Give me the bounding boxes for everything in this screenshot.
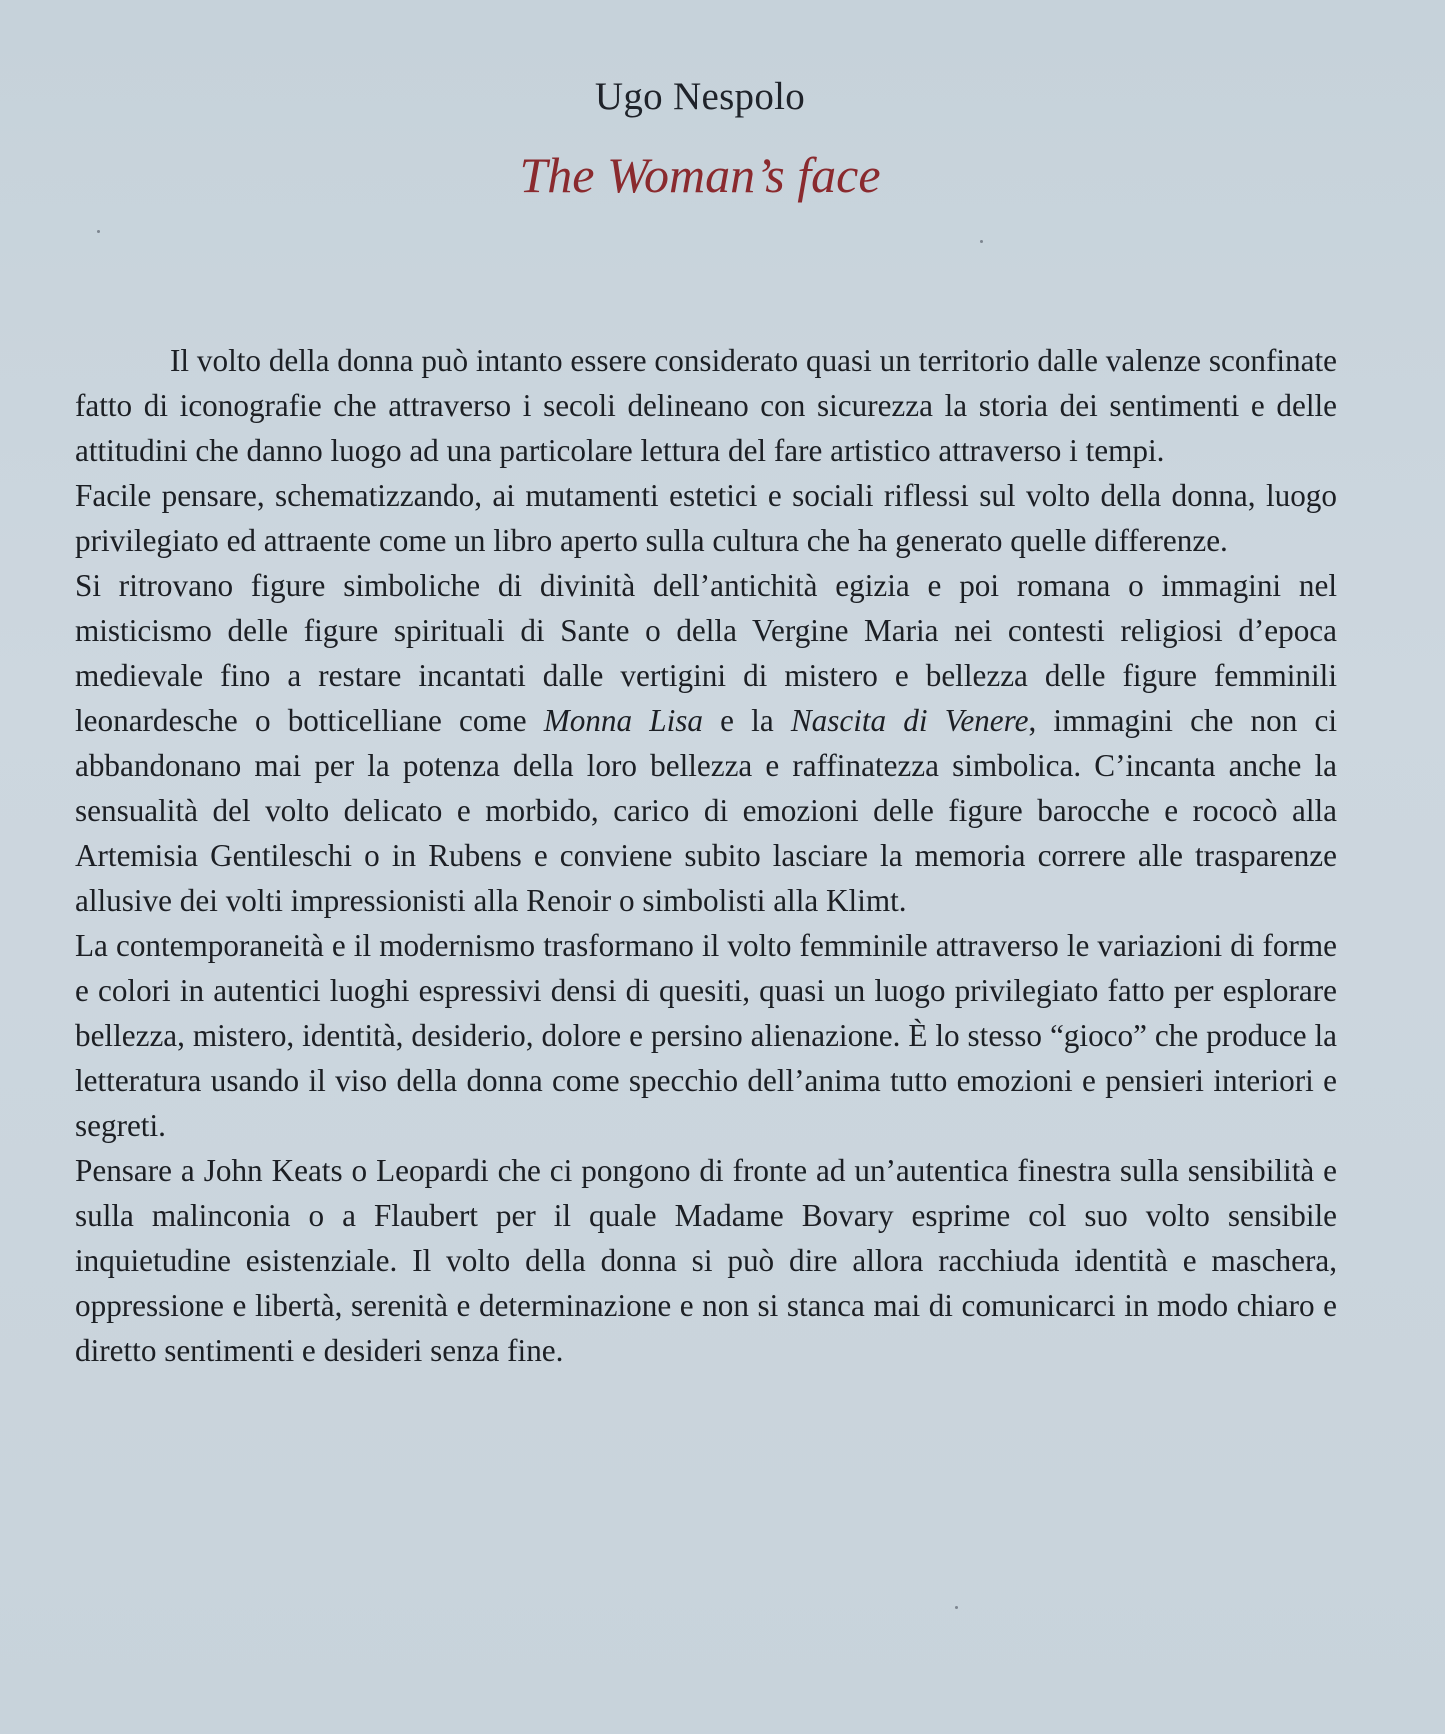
author-name: Ugo Nespolo [594,75,806,118]
paragraph-3-part-a: Si ritrovano figure simboliche di divinità dell’antichità egizia e poi romana o immagini nel misticismo delle figure spirituali di Sante o della Vergine Maria nei contesti religiosi d’epoca medievale fino a restare incantati dalle vertigini di mistero e bellezza delle figure femminili leonardesche o botticelliane come [75,568,1337,738]
document-title: The Woman’s face [519,147,881,203]
work-title-nascita-di-venere: Nascita di Venere [790,703,1029,738]
paragraph-3 [75,563,1337,923]
paper-speck [980,240,983,243]
paragraph-2: Facile pensare, schematizzando, ai mutamenti estetici e sociali riflessi sul volto della donna, luogo privilegiato ed attraente come un libro aperto sulla cultura che ha generato quelle differenze. [75,478,1337,558]
work-title-monna-lisa: Monna Lisa [543,703,703,738]
paper-speck [955,1606,958,1609]
paragraph-1: Il volto della donna può intanto essere considerato quasi un territorio dalle valenze sconfinate fatto di iconografie che attraverso i secoli delineano con sicurezza la storia dei sentimenti e delle attitudini che danno luogo ad una particolare lettura del fare artistico attraverso i tempi. [75,343,1337,468]
body-text [75,338,1337,1373]
paragraph-4: La contemporaneità e il modernismo trasformano il volto femminile attraverso le variazioni di forme e colori in autentici luoghi espressivi densi di quesiti, quasi un luogo privilegiato fatto per esplorare bellezza, mistero, identità, desiderio, dolore e persino alienazione. È lo stesso “gioco” che produce la letteratura usando il viso della donna come specchio dell’anima tutto emozioni e pensieri interiori e segreti. [75,928,1337,1143]
paragraph-3-part-b: e la [702,703,791,738]
paragraph-3-part-c: , immagini che non ci abbandonano mai per la potenza della loro bellezza e raffinatezza simbolica. C’incanta anche la sensualità del volto delicato e morbido, carico di emozioni delle figure barocche e rococò alla Artemisia Gentileschi o in Rubens e conviene subito lasciare la memoria correre alle trasparenze allusive dei volti impressionisti alla Renoir o simbolisti alla Klimt. [75,703,1338,918]
paragraph-5: Pensare a John Keats o Leopardi che ci pongono di fronte ad un’autentica finestra sulla sensibilità e sulla malinconia o a Flaubert per il quale Madame Bovary esprime col suo volto sensibile inquietudine esistenziale. Il volto della donna si può dire allora racchiuda identità e maschera, oppressione e libertà, serenità e determinazione e non si stanca mai di comunicarci in modo chiaro e diretto sentimenti e desideri senza fine. [75,1153,1337,1368]
paper-speck [97,230,100,233]
